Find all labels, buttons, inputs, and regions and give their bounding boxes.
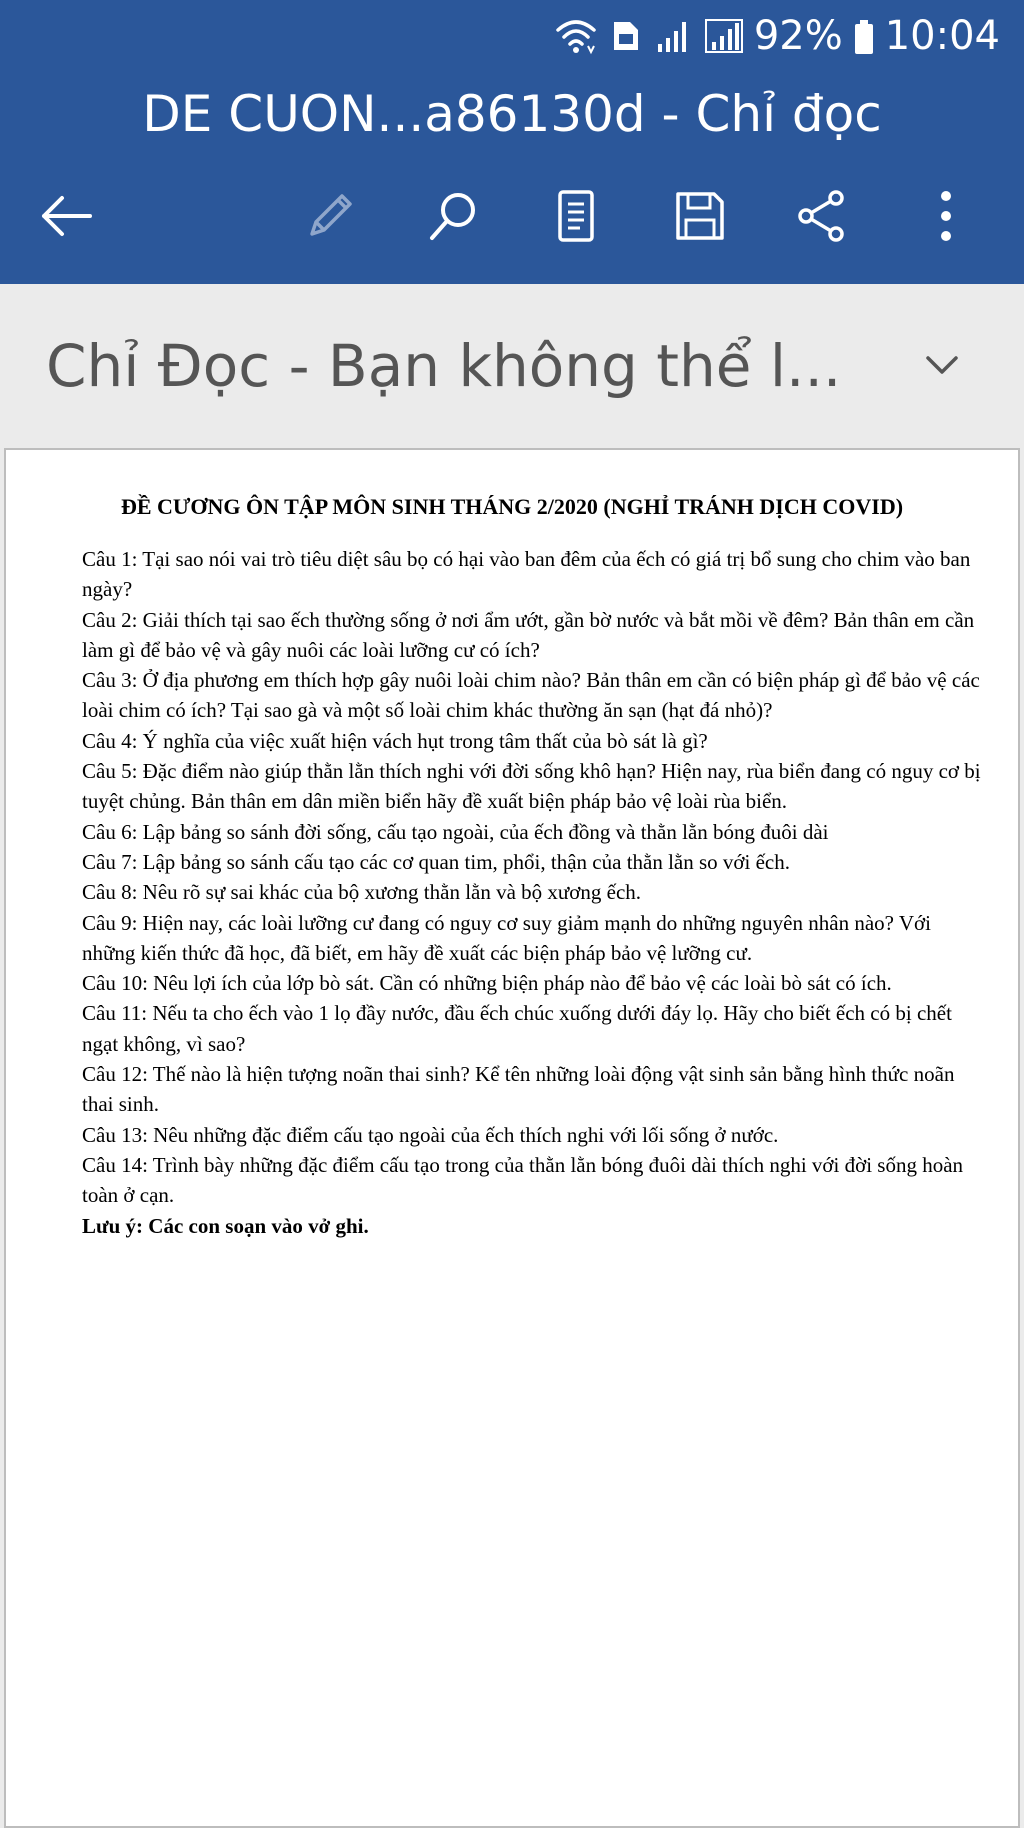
pencil-icon xyxy=(302,188,358,248)
question: Câu 12: Thế nào là hiện tượng noãn thai sinh? Kể tên những loài động vật sinh sản bằng hình thức noãn thai sinh. xyxy=(82,1062,955,1117)
document-page[interactable] xyxy=(4,448,1020,1828)
question: Câu 11: Nếu ta cho ếch vào 1 lọ đầy nước, đầu ếch chúc xuống dưới đáy lọ. Hãy cho biết ếch có bị chết ngạt không, vì sao? xyxy=(82,1001,952,1056)
wifi-icon xyxy=(554,16,598,56)
signal-icon xyxy=(704,16,744,56)
back-arrow-icon xyxy=(38,192,94,244)
save-icon xyxy=(672,188,728,248)
read-only-message: Chỉ Đọc - Bạn không thể l... xyxy=(46,332,842,400)
reading-view-button[interactable] xyxy=(536,178,616,258)
app-bar xyxy=(0,0,1024,284)
note: Lưu ý: Các con soạn vào vở ghi. xyxy=(82,1213,369,1238)
question: Câu 4: Ý nghĩa của việc xuất hiện vách hụt trong tâm thất của bò sát là gì? xyxy=(82,728,708,753)
share-icon xyxy=(794,188,850,248)
more-options-button[interactable] xyxy=(906,178,986,258)
signal-icon xyxy=(654,16,694,56)
search-icon xyxy=(426,188,482,248)
more-vert-icon xyxy=(934,188,958,248)
question: Câu 5: Đặc điểm nào giúp thằn lằn thích nghi với đời sống khô hạn? Hiện nay, rùa biển đang có nguy cơ bị tuyệt chủng. Bản thân em dân miền biển hãy đề xuất biện pháp bảo vệ loài rùa biển. xyxy=(82,759,981,814)
question: Câu 2: Giải thích tại sao ếch thường sống ở nơi ẩm ướt, gần bờ nước và bắt mồi về đêm? Bản thân em cần làm gì để bảo vệ và gây nuôi các loài lưỡng cư có ích? xyxy=(82,607,975,662)
edit-button[interactable] xyxy=(290,178,370,258)
question: Câu 10: Nêu lợi ích của lớp bò sát. Cần có những biện pháp nào để bảo vệ các loài bò sát có ích. xyxy=(82,971,892,996)
share-button[interactable] xyxy=(782,178,862,258)
question: Câu 14: Trình bày những đặc điểm cấu tạo trong của thằn lằn bóng đuôi dài thích nghi với đời sống hoàn toàn ở cạn. xyxy=(82,1152,964,1208)
back-button[interactable] xyxy=(26,178,106,258)
question: Câu 8: Nêu rõ sự sai khác của bộ xương thằn lằn và bộ xương ếch. xyxy=(82,880,642,905)
question: Câu 6: Lập bảng so sánh đời sống, cấu tạo ngoài, của ếch đồng và thằn lằn bóng đuôi dài xyxy=(82,819,829,844)
document-heading: ĐỀ CƯƠNG ÔN TẬP MÔN SINH THÁNG 2/2020 (NGHỈ TRÁNH DỊCH COVID) xyxy=(120,494,904,519)
read-only-banner[interactable] xyxy=(0,284,1024,446)
toolbar xyxy=(0,178,1024,258)
question: Câu 13: Nêu những đặc điểm cấu tạo ngoài của ếch thích nghi với lối sống ở nước. xyxy=(82,1122,779,1147)
reading-view-icon xyxy=(552,188,600,248)
status-bar xyxy=(0,0,1024,72)
expand-banner-button[interactable] xyxy=(910,334,974,398)
document-title-bar: DE CUON...a86130d - Chỉ đọc xyxy=(142,85,882,143)
sim-icon xyxy=(608,16,644,56)
status-icons xyxy=(554,8,1000,64)
search-button[interactable] xyxy=(414,178,494,258)
chevron-down-icon xyxy=(922,350,962,382)
document-body xyxy=(82,544,982,1241)
battery-icon xyxy=(853,16,875,56)
question: Câu 9: Hiện nay, các loài lưỡng cư đang có nguy cơ suy giảm mạnh do những nguyên nhân nào? Với những kiến thức đã học, đã biết, em hãy đề xuất các biện pháp bảo vệ lưỡng cư. xyxy=(82,910,931,965)
clock: 10:04 xyxy=(884,13,1000,59)
battery-percent: 92% xyxy=(753,13,843,59)
question: Câu 7: Lập bảng so sánh cấu tạo các cơ quan tim, phổi, thận của thằn lằn so với ếch. xyxy=(82,849,791,874)
save-button[interactable] xyxy=(660,178,740,258)
question: Câu 3: Ở địa phương em thích hợp gây nuôi loài chim nào? Bản thân em cần có biện pháp gì để bảo vệ các loài chim có ích? Tại sao gà và một số loài chim khác thường ăn sạn (hạt đá nhỏ)? xyxy=(82,668,980,723)
question: Câu 1: Tại sao nói vai trò tiêu diệt sâu bọ có hại vào ban đêm của ếch có giá trị bổ sung cho chim vào ban ngày? xyxy=(82,547,971,602)
